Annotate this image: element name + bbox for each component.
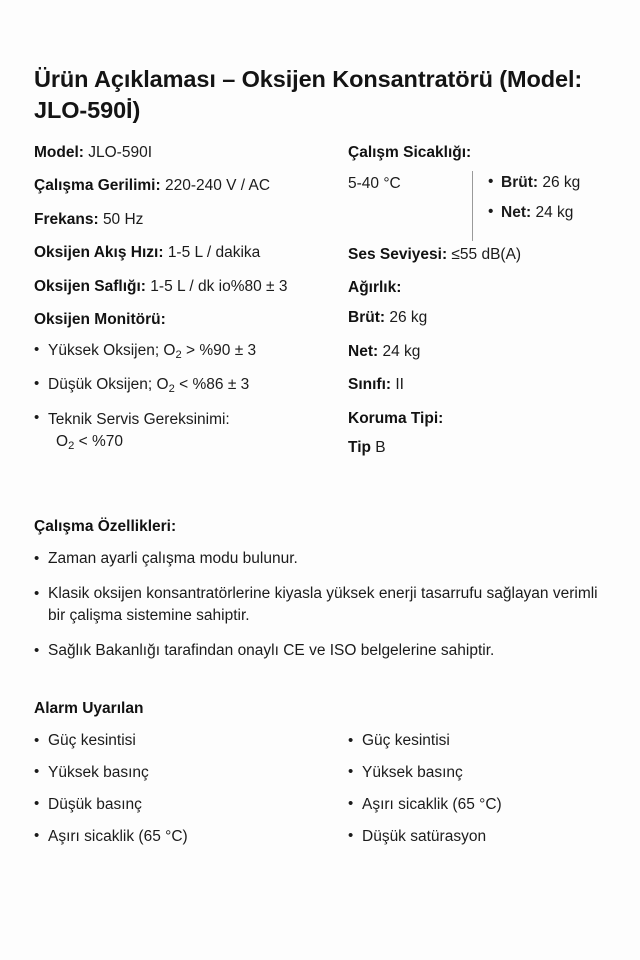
spec-gross-weight-label: Brüt: xyxy=(348,309,386,327)
alarm-list-right xyxy=(348,731,612,848)
operating-temperature-heading: Çalışm Sicaklığı: xyxy=(348,144,472,161)
spec-noise-level xyxy=(348,245,610,266)
alarms-section xyxy=(34,700,612,845)
spec-net-weight-label: Net: xyxy=(348,342,379,360)
service-threshold-prefix: O xyxy=(56,432,69,450)
spec-purity-label: Oksijen Saflığı: xyxy=(34,277,146,295)
specs-right-column xyxy=(348,143,610,472)
weight-heading: Ağırlık: xyxy=(348,279,402,297)
list-item: • Zaman ayarli çalışma modu bulunur. xyxy=(34,548,612,570)
spec-class-value: II xyxy=(395,376,404,394)
service-threshold-subscript: 2 xyxy=(68,439,75,452)
list-item: • Güç kesintisi xyxy=(348,731,612,752)
protection-type-heading: Koruma Tipi: xyxy=(348,409,444,427)
list-item-high-oxygen xyxy=(34,340,346,363)
oxygen-monitor-list xyxy=(34,340,346,454)
spec-noise-level-value: ≤55 dB(A) xyxy=(451,245,522,263)
low-oxygen-subscript: 2 xyxy=(168,383,175,396)
list-item: • Klasik oksijen konsantratörlerine kiyasla yüksek enerji tasarrufu sağlayan verimli bir çalişma sistemine sahiptir. xyxy=(34,583,612,627)
spec-net-weight-value: 24 kg xyxy=(382,342,421,360)
list-item: • Aşırı sicaklik (65 °C) xyxy=(34,827,314,848)
service-threshold-suffix: < %70 xyxy=(74,432,123,450)
spec-noise-level-label: Ses Seviyesi: xyxy=(348,245,448,263)
spec-frequency-value: 50 Hz xyxy=(102,210,144,228)
list-item-low-oxygen xyxy=(34,374,346,397)
list-item: • Yüksek basınç xyxy=(348,763,612,784)
alarm-column-right xyxy=(348,731,612,859)
list-item: • Sağlık Bakanlığı tarafindan onaylı CE ve ISO belgelerine sahiptir. xyxy=(34,640,612,662)
low-oxygen-prefix: Düşük Oksijen; O xyxy=(48,376,169,394)
page-title: Ürün Açıklaması – Oksijen Konsantratörü (Model: JLO-590İ) xyxy=(34,65,583,123)
list-item-technical-service xyxy=(34,409,346,454)
spec-protection-type-value: B xyxy=(370,439,386,457)
high-oxygen-subscript: 2 xyxy=(175,349,182,362)
technical-service-threshold xyxy=(48,431,346,454)
spec-model-label: Model: xyxy=(34,144,84,161)
temperature-weight-row xyxy=(348,173,610,245)
spec-purity xyxy=(34,277,346,298)
technical-service-label: Teknik Servis Gereksinimi: xyxy=(48,410,230,428)
spec-net-weight xyxy=(348,342,610,363)
spec-voltage-value: 220-240 V / AC xyxy=(164,177,271,195)
spec-class xyxy=(348,375,610,396)
spec-gross-weight-value: 26 kg xyxy=(389,309,428,327)
spec-voltage-label: Çalışma Gerilimi: xyxy=(34,177,161,195)
list-item: • Güç kesintisi xyxy=(34,731,314,752)
features-section xyxy=(34,518,612,675)
features-heading: Çalışma Özellikleri: xyxy=(34,518,177,535)
spec-flow-rate xyxy=(34,243,346,264)
inline-weight-list xyxy=(488,173,580,233)
spec-protection-type-label: Tip xyxy=(348,439,371,457)
oxygen-monitor-heading: Oksijen Monitörü: xyxy=(34,311,166,329)
alarm-list-left xyxy=(34,731,314,848)
list-item-net-weight-inline xyxy=(488,203,580,224)
spec-protection-type xyxy=(348,438,610,459)
features-list xyxy=(34,548,612,662)
high-oxygen-prefix: Yüksek Oksijen; O xyxy=(48,342,176,360)
net-weight-inline-label: Net: xyxy=(501,203,532,221)
specs-left-column xyxy=(34,143,346,465)
gross-weight-inline-value: 26 kg xyxy=(542,173,581,191)
alarms-heading: Alarm Uyarılan xyxy=(34,700,144,717)
operating-temperature-value: 5-40 °C xyxy=(348,174,401,192)
spec-model xyxy=(34,143,346,164)
low-oxygen-suffix: < %86 ± 3 xyxy=(174,376,250,394)
gross-weight-inline-label: Brüt: xyxy=(501,173,539,191)
list-item: • Yüksek basınç xyxy=(34,763,314,784)
spec-flow-rate-value: 1-5 L / dakika xyxy=(167,244,261,262)
spec-model-value: JLO-590I xyxy=(88,144,153,161)
list-item: • Düşük satürasyon xyxy=(348,827,612,848)
vertical-divider xyxy=(472,171,473,241)
spec-flow-rate-label: Oksijen Akış Hızı: xyxy=(34,244,164,262)
alarm-column-left xyxy=(34,731,314,859)
spec-voltage xyxy=(34,176,346,197)
spec-frequency-label: Frekans: xyxy=(34,210,99,228)
list-item: • Aşırı sicaklik (65 °C) xyxy=(348,795,612,816)
spec-gross-weight xyxy=(348,308,610,329)
net-weight-inline-value: 24 kg xyxy=(535,203,574,221)
list-item-gross-weight-inline xyxy=(488,173,580,194)
list-item: • Düşük basınç xyxy=(34,795,314,816)
high-oxygen-suffix: > %90 ± 3 xyxy=(181,342,257,360)
spec-class-label: Sınıfı: xyxy=(348,376,392,394)
spec-purity-value: 1-5 L / dk io%80 ± 3 xyxy=(150,277,288,295)
spec-frequency xyxy=(34,210,346,231)
